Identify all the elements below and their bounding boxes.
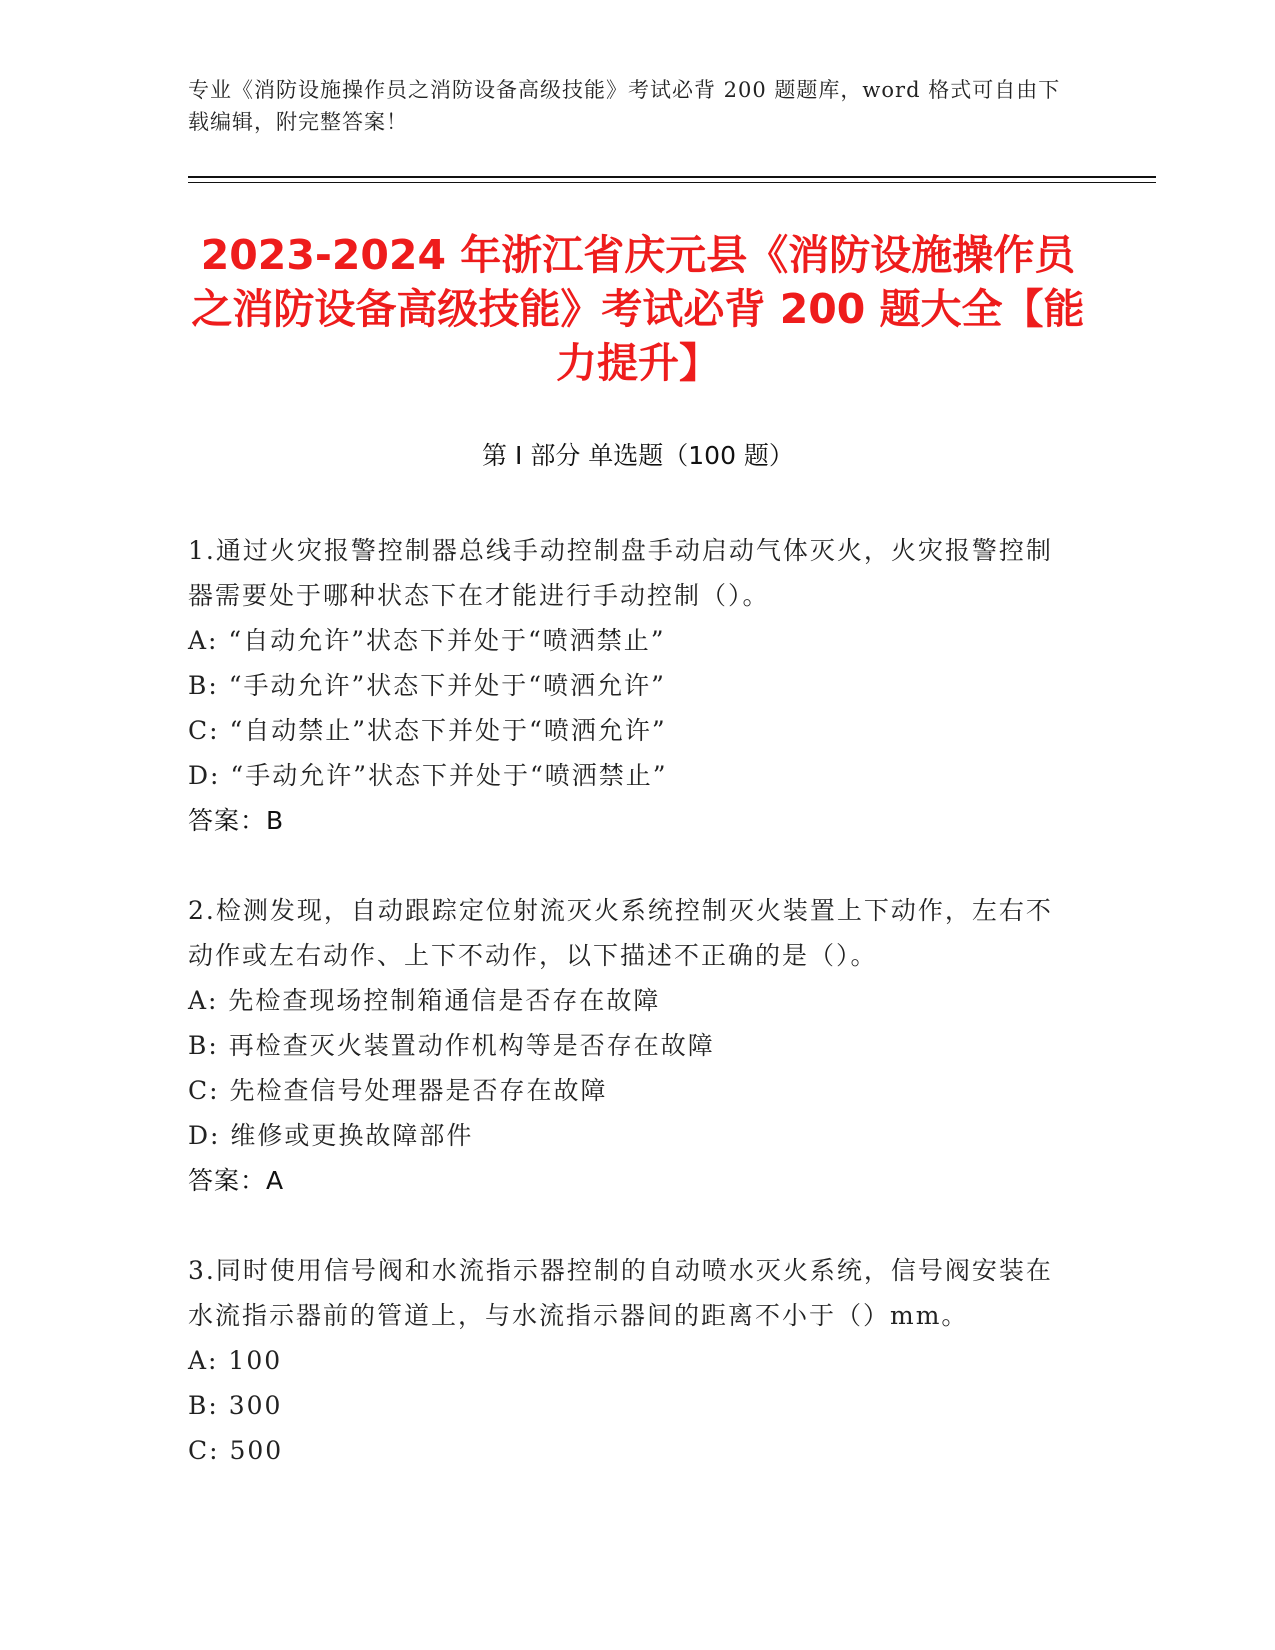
option-d: D: “手动允许”状态下并处于“喷洒禁止” [188, 761, 668, 790]
document-title: 2023-2024 年浙江省庆元县《消防设施操作员之消防设备高级技能》考试必背 200 题大全【能力提升】 [191, 231, 1085, 387]
header-divider-thick [188, 176, 1156, 178]
question-block [188, 528, 1068, 843]
option-c: C: “自动禁止”状态下并处于“喷洒允许” [188, 716, 667, 745]
option-b: B: 再检查灭火装置动作机构等是否存在故障 [188, 1031, 715, 1060]
question-stem: 2.检测发现，自动跟踪定位射流灭火系统控制灭火装置上下动作，左右不动作或左右动作、上下不动作，以下描述不正确的是（）。 [188, 896, 1053, 970]
section-title: 第 I 部分 单选题（100 题） [482, 441, 794, 470]
option-a: A: 100 [188, 1346, 283, 1375]
question-block [188, 888, 1068, 1203]
option-a: A: 先检查现场控制箱通信是否存在故障 [188, 986, 661, 1015]
option-b: B: 300 [188, 1391, 283, 1420]
option-c: C: 500 [188, 1436, 284, 1465]
question-block [188, 1248, 1068, 1473]
header-divider-thin [188, 182, 1156, 183]
option-c: C: 先检查信号处理器是否存在故障 [188, 1076, 608, 1105]
header-note: 专业《消防设施操作员之消防设备高级技能》考试必背 200 题题库，word 格式可自由下载编辑，附完整答案！ [188, 78, 1061, 134]
option-d: D: 维修或更换故障部件 [188, 1121, 474, 1150]
question-stem: 1.通过火灾报警控制器总线手动控制盘手动启动气体灭火，火灾报警控制器需要处于哪种状态下在才能进行手动控制（）。 [188, 536, 1053, 610]
question-stem: 3.同时使用信号阀和水流指示器控制的自动喷水灭火系统，信号阀安装在水流指示器前的管道上，与水流指示器间的距离不小于（）mm。 [188, 1256, 1053, 1330]
option-b: B: “手动允许”状态下并处于“喷洒允许” [188, 671, 666, 700]
answer-line: 答案：B [188, 806, 285, 835]
option-a: A: “自动允许”状态下并处于“喷洒禁止” [188, 626, 666, 655]
answer-line: 答案：A [188, 1166, 285, 1195]
